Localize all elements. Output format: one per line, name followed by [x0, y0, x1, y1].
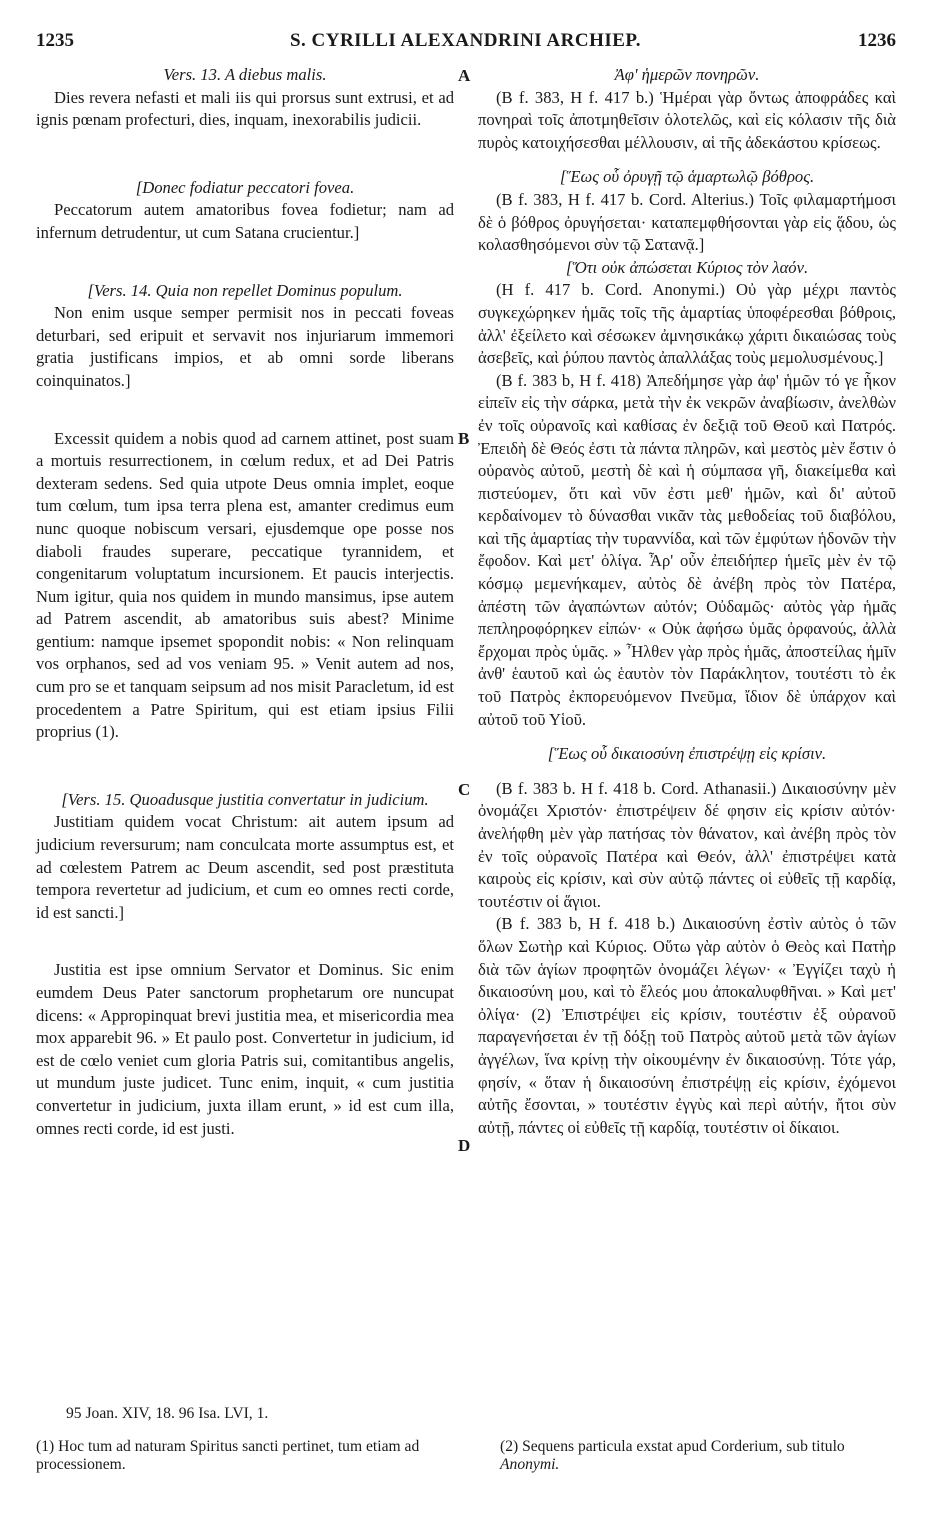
latin-verse-heading: [Donec fodiatur peccatori fovea. — [135, 177, 355, 197]
footnote-2 — [500, 1438, 900, 1474]
margin-letter-c: C — [458, 780, 471, 799]
margin-letter-a: A — [458, 66, 471, 85]
page-number-left: 1235 — [36, 30, 74, 51]
greek-paragraph: (B f. 383, H f. 417 b. Cord. Alterius.) Τοῖς φιλαμαρτήμοσι δὲ ὁ βόθρος ὀρυγήσεται· καταπεμφθήσονται γὰρ εἰς ᾅδου, ὡς κολασθησόμενοι σὺν τῷ Σατανᾷ.] — [478, 189, 896, 255]
greek-paragraph: (B f. 383 b, H f. 418) Ἀπεδήμησε γὰρ ἀφ' ἡμῶν τό γε ἧκον εἰπεῖν εἰς τὴν σάρκα, μετὰ τὴν ἐκ νεκρῶν ἀναβίωσιν, ἀνελθὼν ἐν τοῖς οὐρανοῖς καὶ καθίσας ἐν δεξιᾷ τοῦ Θεοῦ καὶ Πατρός. Ἐπειδὴ δὲ Θεός ἐστι τὰ πάντα πληρῶν, καὶ μεστὸς μὲν ἔστιν ὁ οὐρανὸς αὐτοῦ, μεστὴ δὲ καὶ ἡ σύμπασα γῆ, διακείμεθα καὶ πιστεύομεν, ὅτι καὶ νῦν ἐστι μεθ' ἡμῶν, καὶ δι' αὐτοῦ κερδαίνομεν τὸ δύνασθαι νικᾶν τὰς μεθοδείας τοῦ διαβόλου, καὶ τῆς ἁμαρτίας τὴν τυραννίδα, καὶ τῶν ἐμφύτων ἡδονῶν τὴν ἔφοδον. Καὶ μετ' ὀλίγα. Ἆρ' οὖν ἐπειδήπερ ἡμεῖς μὲν ἐν τῷ κόσμῳ μεμενήκαμεν, αὐτὸς δὲ ἀνέβη πρὸς τὸν Πατέρα, ἀπέστη τῶν ἀγαπώντων αὐτόν; Οὐδαμῶς· αὐτὸς γὰρ ἡμᾶς πεπληροφόρηκεν εἰπών· « Οὐκ ἀφήσω ὑμᾶς ὀρφανούς, ἀλλὰ ἔρχομαι πρὸς ὑμᾶς. » Ἦλθεν γὰρ πρὸς ἡμᾶς, ἀποστείλας ἡμῖν ἀνθ' ἑαυτοῦ καὶ ὡς ἑαυτὸν τὸν Παράκλητον, τουτέστι τὸ ἐκ τοῦ Πατρὸς ἐκπορευόμενον Πνεῦμα, ἴδιον δὲ ὑπάρχον καὶ αὐτοῦ τοῦ Υἱοῦ. — [478, 370, 896, 729]
greek-verse-heading: [Ὅτι οὐκ ἀπώσεται Κύριος τὸν λαόν. — [565, 257, 809, 277]
latin-verse-heading: Vers. 13. A diebus malis. — [163, 65, 327, 84]
latin-paragraph: Peccatorum autem amatoribus fovea fodietur; nam ad infernum detrudentur, ut cum Satana crucientur.] — [36, 200, 454, 242]
running-title: S. CYRILLI ALEXANDRINI ARCHIEP. — [289, 30, 642, 51]
footnote-2-text: (2) Sequens particula exstat apud Corderium, sub titulo — [500, 1438, 845, 1455]
greek-paragraph: (B f. 383 b, H f. 418 b.) Δικαιοσύνη ἐστὶν αὐτὸς ὁ τῶν ὅλων Σωτὴρ καὶ Κύριος. Οὕτω γὰρ αὐτὸν ὁ Θεὸς καὶ Πατὴρ διὰ τῶν ἁγίων προφητῶν ὀνομάζει λέγων· « Ἐγγίζει ταχὺ ἡ δικαιοσύνη μου, καὶ τὸ ἔλεός μου ἀποκαλυφθῆναι. » Καὶ μετ' ὀλίγα· (2) Ἐπιστρέψει εἰς κρίσιν, τουτέστιν ἐξ οὐρανοῦ παραγενήσεται ἐν τῇ δόξῃ τοῦ Πατρὸς αὐτοῦ μετὰ τῶν ἁγίων ἀγγέλων, ἵνα κρίνῃ τὴν οἰκουμένην ἐν δικαιοσύνῃ. Τότε γάρ, φησίν, « ὅταν ἡ δικαιοσύνη ἐπιστρέψῃ εἰς κρίσιν, ἐχόμενοι αὐτῆς ἔσονται, » τουτέστιν ἐγγὺς καὶ περὶ αὐτήν, ἤτοι σὺν αὐτῇ, πάντες οἱ εὐθεῖς τῇ καρδίᾳ, τουτέστιν οἱ δίκαιοι. — [478, 914, 896, 1137]
latin-verse-heading: [Vers. 14. Quia non repellet Dominus populum. — [87, 280, 403, 300]
greek-column — [478, 64, 896, 1139]
greek-verse-heading: Ἀφ' ἡμερῶν πονηρῶν. — [614, 65, 760, 84]
footnote-2-italic: Anonymi. — [500, 1456, 560, 1473]
latin-paragraph: Justitiam quidem vocat Christum: ait autem ipsum ad judicium reversurum; nam conculcata morte assumptus est, et ad cœlestem Patrem ac Deum ascendit, sed post præstituta tempora revertetur ad judicium, et cum eo omnes recti corde, id est sancti.] — [36, 812, 454, 922]
footnote-1: (1) Hoc tum ad naturam Spiritus sancti pertinet, tum etiam ad processionem. — [36, 1438, 420, 1473]
latin-paragraph: Dies revera nefasti et mali iis qui prorsus sunt extrusi, et ad ignis pœnam profecturi, dies, inquam, inexorabilis judicii. — [36, 87, 454, 130]
scripture-references: 95 Joan. XIV, 18. 96 Isa. LVI, 1. — [66, 1405, 269, 1422]
page-number-right: 1236 — [858, 30, 896, 51]
latin-paragraph: Non enim usque semper permisit nos in peccati foveas deturbari, sed eripuit et servavit nos injuriarum immemori gratia justificans impios, et ab omni sorde liberans coinquinatos.] — [36, 303, 454, 390]
margin-letter-d: D — [458, 1136, 471, 1155]
latin-verse-heading: [Vers. 15. Quoadusque justitia convertatur in judicium. — [61, 789, 429, 809]
margin-letter-b: B — [458, 429, 470, 448]
latin-paragraph: Excessit quidem a nobis quod ad carnem attinet, post suam a mortuis resurrectionem, in cœlum redux, et ad Dei Patris dexteram sedens. Sed quia utpote Deus omnia implet, eoque tum cœlum, tum ipsa terra plena est, amanter credimus eum nunc quoque nobiscum versari, ejusdemque ope posse nos diaboli fraudes superare, peccatique tyrannidem, et congenitarum voluptatum incursionem. Et paucis interjectis. Num igitur, quia nos quidem in mundo mansimus, ipse autem ad Patrem ascendit, ab amatoribus suis abest? Minime gentium: namque ipsemet spopondit nobis: « Non relinquam vos orphanos, sed ad vos veniam 95. » Venit autem ad nos, cum pro se et tanquam seipsum ad nos misit Paracletum, id est procedentem a Patre Spiritum, qui est etiam ipsius Filii proprius (1). — [36, 428, 454, 742]
greek-paragraph: (B f. 383 b. H f. 418 b. Cord. Athanasii.) Δικαιοσύνην μὲν ὀνομάζει Χριστόν· ἐπιστρέψειν δέ φησιν εἰς κρίσιν αὐτόν· ἀνελήφθη μὲν γὰρ πατήσας τὸν θάνατον, καὶ ἀνέβη πρὸς τὸν ἐν τοῖς οὐρανοῖς Πατέρα καὶ Θεόν, ἀλλ' ἐπιστρέψει κατὰ καιροὺς εἰς κρίσιν, καὶ σὺν αὐτῷ πάντες οἱ εὐθεῖς τῇ καρδίᾳ, τουτέστιν οἱ ἅγιοι. — [478, 778, 896, 911]
greek-paragraph: (B f. 383, H f. 417 b.) Ἡμέραι γὰρ ὄντως ἀποφράδες καὶ πονηραὶ τοῖς ἀποτμηθεῖσιν ὁλοτελῶς, καὶ εἰς κόλασιν τῆς διὰ πυρὸς κατοιχήσεσθαι μέλλουσιν, αἱ τῆς ἀδεκάστου κρίσεως. — [478, 87, 896, 152]
latin-column — [36, 64, 454, 1140]
greek-verse-heading: [Ἕως οὗ ὀρυγῇ τῷ ἁμαρτωλῷ βόθρος. — [559, 167, 815, 187]
greek-paragraph: (H f. 417 b. Cord. Anonymi.) Οὐ γὰρ μέχρι παντὸς συγκεχώρηκεν ἡμᾶς τοῖς τῆς ἁμαρτίας ὑποφέρεσθαι βόθροις, ἀλλ' ἐξείλετο καὶ σέσωκεν ἀμνησικάκῳ χάριτι δικαιώσας τοὺς ἀσεβεῖς, καὶ ῥύπου παντὸς ἀπαλλάξας τοὺς μεμολυσμένους.] — [478, 280, 896, 368]
latin-paragraph: Justitia est ipse omnium Servator et Dominus. Sic enim eumdem Deus Pater sanctorum prophetarum ore nuncupat dicens: « Appropinquat brevi justitia mea, et misericordia mea mox apparebit 96. » Et paulo post. Convertetur in judicium, id est de cœlo veniet cum gloria Patris sui, comitantibus angelis, ut mundum juste judicet. Tunc enim, inquit, « cum justitia convertetur in judicium, juxta illam erunt, » id est cum illa, omnes recti corde, id est justi. — [36, 960, 454, 1138]
greek-verse-heading: [Ἕως οὗ δικαιοσύνη ἐπιστρέψῃ εἰς κρίσιν. — [547, 744, 827, 764]
